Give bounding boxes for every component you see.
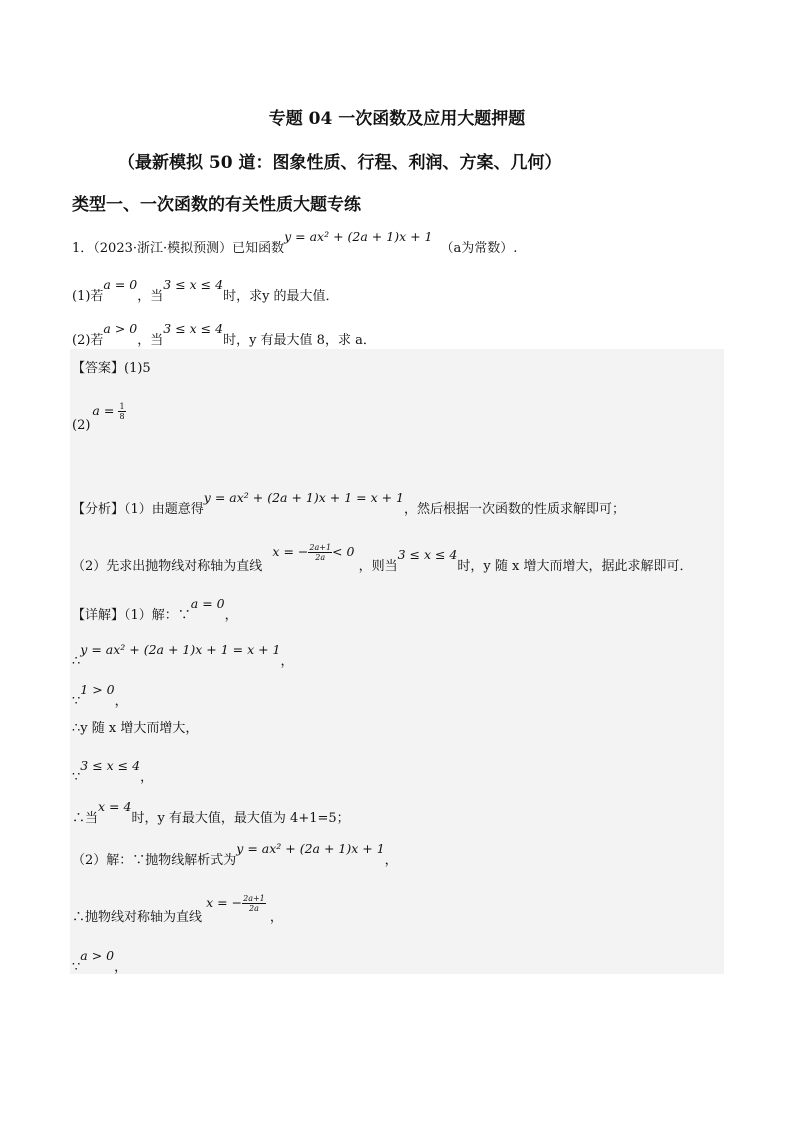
detail-8-prefix: ∴抛物线对称轴为直线 <box>72 910 203 925</box>
detail-3-expr: 1 > 0 <box>80 682 115 697</box>
detail-8-tail: ， <box>269 910 283 925</box>
function-expression: y = ax² + (2a + 1)x + 1 <box>284 229 433 244</box>
detail-7-prefix: （2）解：∵抛物线解析式为 <box>72 853 237 868</box>
answer-line-2 <box>72 402 126 433</box>
analysis-line-1 <box>72 490 626 517</box>
analysis-2-formula <box>272 545 358 560</box>
analysis-1-prefix: 【分析】（1）由题意得 <box>72 502 204 517</box>
fraction-denominator: 8 <box>119 412 125 421</box>
detail-line-8 <box>72 894 283 927</box>
detail-8-expr-left: x = − <box>206 895 243 910</box>
detail-line-9 <box>72 948 128 975</box>
q2-mid: ，当 <box>137 333 164 348</box>
answer-2-fraction <box>118 402 125 421</box>
fraction-numerator: 2a+1 <box>309 543 332 552</box>
detail-2-tail: ， <box>280 654 294 669</box>
analysis-2-range: 3 ≤ x ≤ 4 <box>397 547 458 562</box>
q2-prefix: (2)若 <box>72 333 104 348</box>
analysis-1-tail: ，然后根据一次函数的性质求解即可； <box>404 502 626 517</box>
analysis-2-expr-right: < 0 <box>332 544 355 559</box>
page-title: 专题 04 一次函数及应用大题押题 <box>268 109 526 129</box>
detail-1-prefix: 【详解】（1）解：∵ <box>72 608 191 623</box>
detail-9-expr: a > 0 <box>80 948 115 963</box>
detail-2-prefix: ∴ <box>72 654 81 669</box>
q1-tail: 时，求y 的最大值． <box>223 289 339 304</box>
q1-prefix: (1)若 <box>72 289 104 304</box>
detail-line-6 <box>72 799 350 826</box>
answer-2-expr: a = <box>92 403 115 418</box>
q1-range: 3 ≤ x ≤ 4 <box>163 277 224 292</box>
detail-6-prefix: ∴当 <box>72 811 99 826</box>
detail-3-tail: ， <box>114 694 128 709</box>
detail-line-7 <box>72 841 398 868</box>
detail-7-expr: y = ax² + (2a + 1)x + 1 <box>236 841 385 856</box>
detail-line-5 <box>72 758 154 785</box>
question-intro <box>72 229 518 256</box>
detail-9-tail: ， <box>114 960 128 975</box>
analysis-line-2 <box>72 543 693 576</box>
fraction-denominator: 2a <box>249 904 259 913</box>
analysis-2-expr-left: x = − <box>272 544 309 559</box>
question-part-1 <box>72 277 339 304</box>
detail-line-1 <box>72 596 238 623</box>
detail-1-tail: ， <box>224 608 238 623</box>
q2-condition: a > 0 <box>103 321 138 336</box>
detail-5-expr: 3 ≤ x ≤ 4 <box>80 758 141 773</box>
fraction-numerator: 2a+1 <box>243 894 265 903</box>
answer-2-label: (2) <box>72 418 91 433</box>
analysis-1-expr: y = ax² + (2a + 1)x + 1 = x + 1 <box>203 490 404 505</box>
analysis-2-tail: 时，y 随 x 增大而增大，据此求解即可． <box>457 559 693 574</box>
detail-2-expr: y = ax² + (2a + 1)x + 1 = x + 1 <box>80 642 281 657</box>
detail-5-tail: ， <box>140 770 154 785</box>
detail-6-tail: 时，y 有最大值，最大值为 4+1=5； <box>131 811 350 826</box>
detail-line-2 <box>72 642 294 669</box>
fraction-numerator: 1 <box>119 402 125 411</box>
detail-3-prefix: ∵ <box>72 694 81 709</box>
detail-line-3 <box>72 682 128 709</box>
question-part-2 <box>72 321 376 348</box>
detail-5-prefix: ∵ <box>72 770 81 785</box>
detail-8-fraction <box>242 894 266 913</box>
detail-6-expr: x = 4 <box>98 799 132 814</box>
analysis-2-fraction <box>308 543 332 562</box>
fraction-denominator: 2a <box>315 553 326 562</box>
q2-range: 3 ≤ x ≤ 4 <box>163 321 224 336</box>
section-heading: 类型一、一次函数的有关性质大题专练 <box>72 195 361 215</box>
detail-1-expr: a = 0 <box>190 596 225 611</box>
page-subtitle: （最新模拟 50 道：图象性质、行程、利润、方案、几何） <box>118 153 562 173</box>
q2-tail: 时，y 有最大值 8，求 a． <box>223 333 376 348</box>
question-intro-tail: （a为常数）. <box>440 241 518 256</box>
detail-7-tail: ， <box>384 853 398 868</box>
q1-mid: ，当 <box>137 289 164 304</box>
detail-line-4: ∴y 随 x 增大而增大， <box>72 721 199 736</box>
analysis-2-mid: ，则当 <box>358 559 398 574</box>
detail-9-prefix: ∵ <box>72 960 81 975</box>
q1-condition: a = 0 <box>103 277 138 292</box>
question-intro-text: 1．（2023·浙江·模拟预测）已知函数 <box>72 241 285 256</box>
answer-line-1: 【答案】(1)5 <box>72 361 151 376</box>
analysis-2-prefix: （2）先求出抛物线对称轴为直线 <box>72 559 263 574</box>
detail-8-formula <box>206 896 270 911</box>
